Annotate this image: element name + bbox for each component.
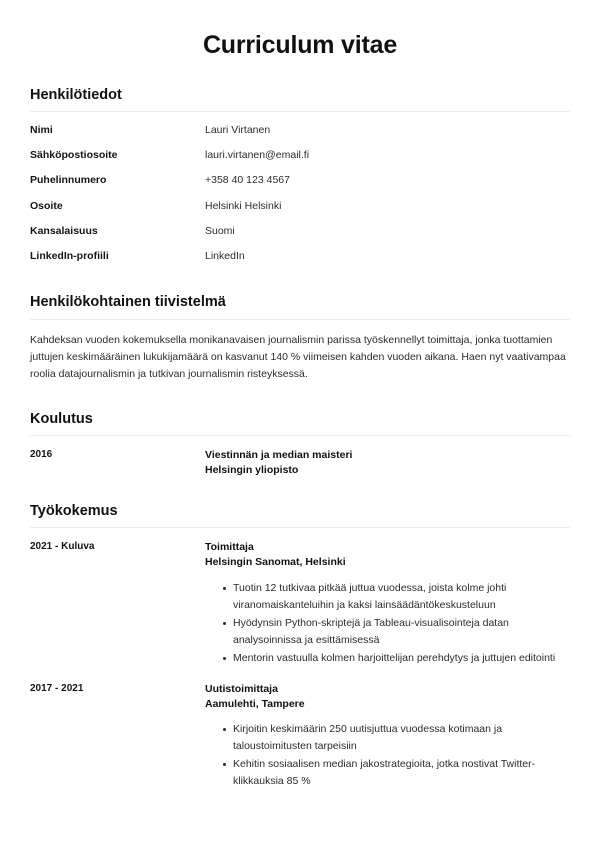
section-divider — [30, 527, 570, 528]
entry-role: Uutistoimittaja — [205, 682, 278, 695]
detail-value: +358 40 123 4567 — [205, 174, 290, 187]
personal-details-list — [30, 124, 570, 263]
entry-role: Viestinnän ja median maisteri — [205, 448, 353, 461]
education-entry — [30, 448, 570, 478]
section-title-education: Koulutus — [30, 410, 93, 427]
detail-label: Kansalaisuus — [30, 224, 98, 237]
detail-row — [30, 250, 570, 264]
detail-value: lauri.virtanen@email.fi — [205, 149, 310, 162]
detail-row — [30, 124, 570, 138]
detail-row — [30, 149, 570, 163]
detail-label: Sähköpostiosoite — [30, 149, 118, 162]
detail-value: Helsinki Helsinki — [205, 199, 282, 212]
section-title-summary: Henkilökohtainen tiivistelmä — [30, 294, 226, 311]
entry-organization: Aamulehti, Tampere — [205, 697, 305, 710]
detail-row — [30, 225, 570, 239]
entry-row — [30, 448, 570, 478]
entry-period: 2017 - 2021 — [30, 682, 84, 694]
detail-row — [30, 174, 570, 188]
list-item: Hyödynsin Python-skriptejä ja Tableau-visualisointeja datan analysoinnissa ja esittämisessä — [223, 615, 570, 649]
section-personal-details — [30, 86, 570, 263]
section-title-experience: Työkokemus — [30, 503, 118, 520]
detail-row — [30, 200, 570, 214]
detail-value: Lauri Virtanen — [205, 124, 271, 137]
entry-period: 2021 - Kuluva — [30, 541, 95, 553]
section-title-personal-details: Henkilötiedot — [30, 87, 122, 103]
section-divider — [30, 111, 570, 112]
entry-body — [205, 682, 570, 791]
section-education — [30, 410, 570, 479]
entry-role: Toimittaja — [205, 541, 254, 554]
entry-period: 2016 — [30, 448, 53, 460]
page-title: Curriculum vitae — [202, 31, 398, 59]
list-item: Kirjoitin keskimäärin 250 uutisjuttua vuodessa kotimaan ja taloustoimitusten tarpeisiin — [223, 721, 570, 755]
detail-label: Osoite — [30, 199, 63, 212]
detail-value: Suomi — [205, 224, 235, 237]
entry-organization: Helsingin yliopisto — [205, 463, 299, 476]
section-summary — [30, 293, 570, 383]
experience-entry — [30, 540, 570, 667]
detail-label: Nimi — [30, 124, 53, 137]
detail-label: LinkedIn-profiili — [30, 249, 109, 262]
experience-entry — [30, 682, 570, 791]
section-experience — [30, 502, 570, 791]
linkedin-profile-value[interactable]: LinkedIn — [205, 249, 245, 262]
list-item: Mentorin vastuulla kolmen harjoittelijan perehdytys ja juttujen editointi — [223, 650, 570, 667]
entry-organization: Helsingin Sanomat, Helsinki — [205, 556, 346, 569]
entry-body — [205, 448, 570, 478]
summary-text: Kahdeksan vuoden kokemuksella monikanavaisen journalismin parissa työskennellyt toimittaja, jonka tuottamien juttujen keskimääräinen lukukijamäärä on kasvanut 140 % viimeisen kahden vuoden aikana. Haen nyt vaativampaa roolia datajournalismin ja tutkivan journalismin risteyksessä. — [30, 333, 566, 381]
entry-row — [30, 682, 570, 791]
section-divider — [30, 319, 570, 320]
list-item: Kehitin sosiaalisen median jakostrategioita, jotka nostivat Twitter-klikkauksia 85 % — [223, 756, 570, 790]
list-item: Tuotin 12 tutkivaa pitkää juttua vuodessa, joista kolme johti viranomaiskanteluihin ja kaksi lainsäädäntökeskusteluun — [223, 580, 570, 614]
entry-body — [205, 540, 570, 667]
entry-row — [30, 540, 570, 667]
entry-bullet-list — [205, 721, 570, 790]
detail-label: Puhelinnumero — [30, 174, 107, 187]
section-divider — [30, 435, 570, 436]
entry-bullet-list — [205, 580, 570, 667]
